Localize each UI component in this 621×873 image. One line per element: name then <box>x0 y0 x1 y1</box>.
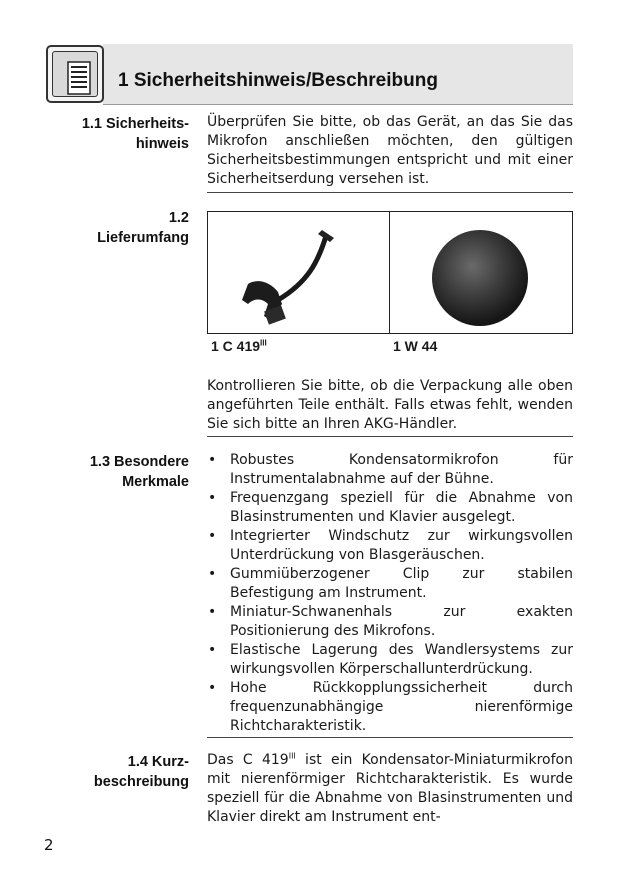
product-images <box>207 211 573 334</box>
divider <box>207 192 573 193</box>
list-item: • Integrierter Windschutz zur wirkungsvollen Unterdrückung von Blasgeräuschen. <box>208 528 573 563</box>
section-label-description: 1.4 Kurz- beschreibung <box>93 754 189 790</box>
windscreen-photo <box>390 212 572 333</box>
section-label-features: 1.3 Besondere Merkmale <box>89 454 189 490</box>
list-item: • Hohe Rückkopplungssicherheit durch frequenzunabhängige nierenförmige Richtcharakteristik. <box>208 680 573 734</box>
safety-paragraph: Überprüfen Sie bitte, ob das Gerät, an das Sie das Mikrofon anschließen möchten, den gültigen Sicherheitsbestimmungen entspricht und mit einer Sicherheitserdung versehen ist. <box>207 114 573 187</box>
section-label-safety: 1.1 Sicherheits- hinweis <box>81 116 189 152</box>
list-item: • Frequenzgang speziell für die Abnahme von Blasinstrumenten und Klavier ausgelegt. <box>208 490 573 525</box>
divider <box>207 737 573 738</box>
chapter-title: 1 Sicherheitshinweis/Beschreibung <box>118 70 438 91</box>
contents-paragraph: Kontrollieren Sie bitte, ob die Verpackung alle oben angeführten Teile enthält. Falls etwas fehlt, wenden Sie sich bitte an Ihren AKG-Händler. <box>207 378 573 432</box>
section-label-contents: 1.2 Lieferumfang <box>97 210 189 246</box>
caption-windscreen: 1 W 44 <box>393 338 438 354</box>
list-item: • Gummiüberzogener Clip zur stabilen Befestigung am Instrument. <box>208 566 573 601</box>
list-item: • Miniatur-Schwanenhals zur exakten Positionierung des Mikrofons. <box>208 604 573 639</box>
microphone-photo <box>208 212 388 333</box>
page-number: 2 <box>44 836 54 854</box>
list-item: • Robustes Kondensatormikrofon für Instrumentalabnahme auf der Bühne. <box>208 452 573 487</box>
description-paragraph: Das C $419^{III}$ ist ein Kondensator-Miniaturmikrofon mit nierenförmiger Richtcharakteristik. Es wurde speziell für die Abnahme von Blasinstrumenten und Klavier direkt am Instrument ent- <box>207 751 573 825</box>
divider <box>207 436 573 437</box>
list-item: • Elastische Lagerung des Wandlersystems zur wirkungsvollen Körperschallunterdrückung. <box>208 642 573 677</box>
document-icon <box>46 45 104 103</box>
caption-microphone: 1 C $419^{III}$ <box>211 338 267 354</box>
features-list <box>207 451 573 736</box>
